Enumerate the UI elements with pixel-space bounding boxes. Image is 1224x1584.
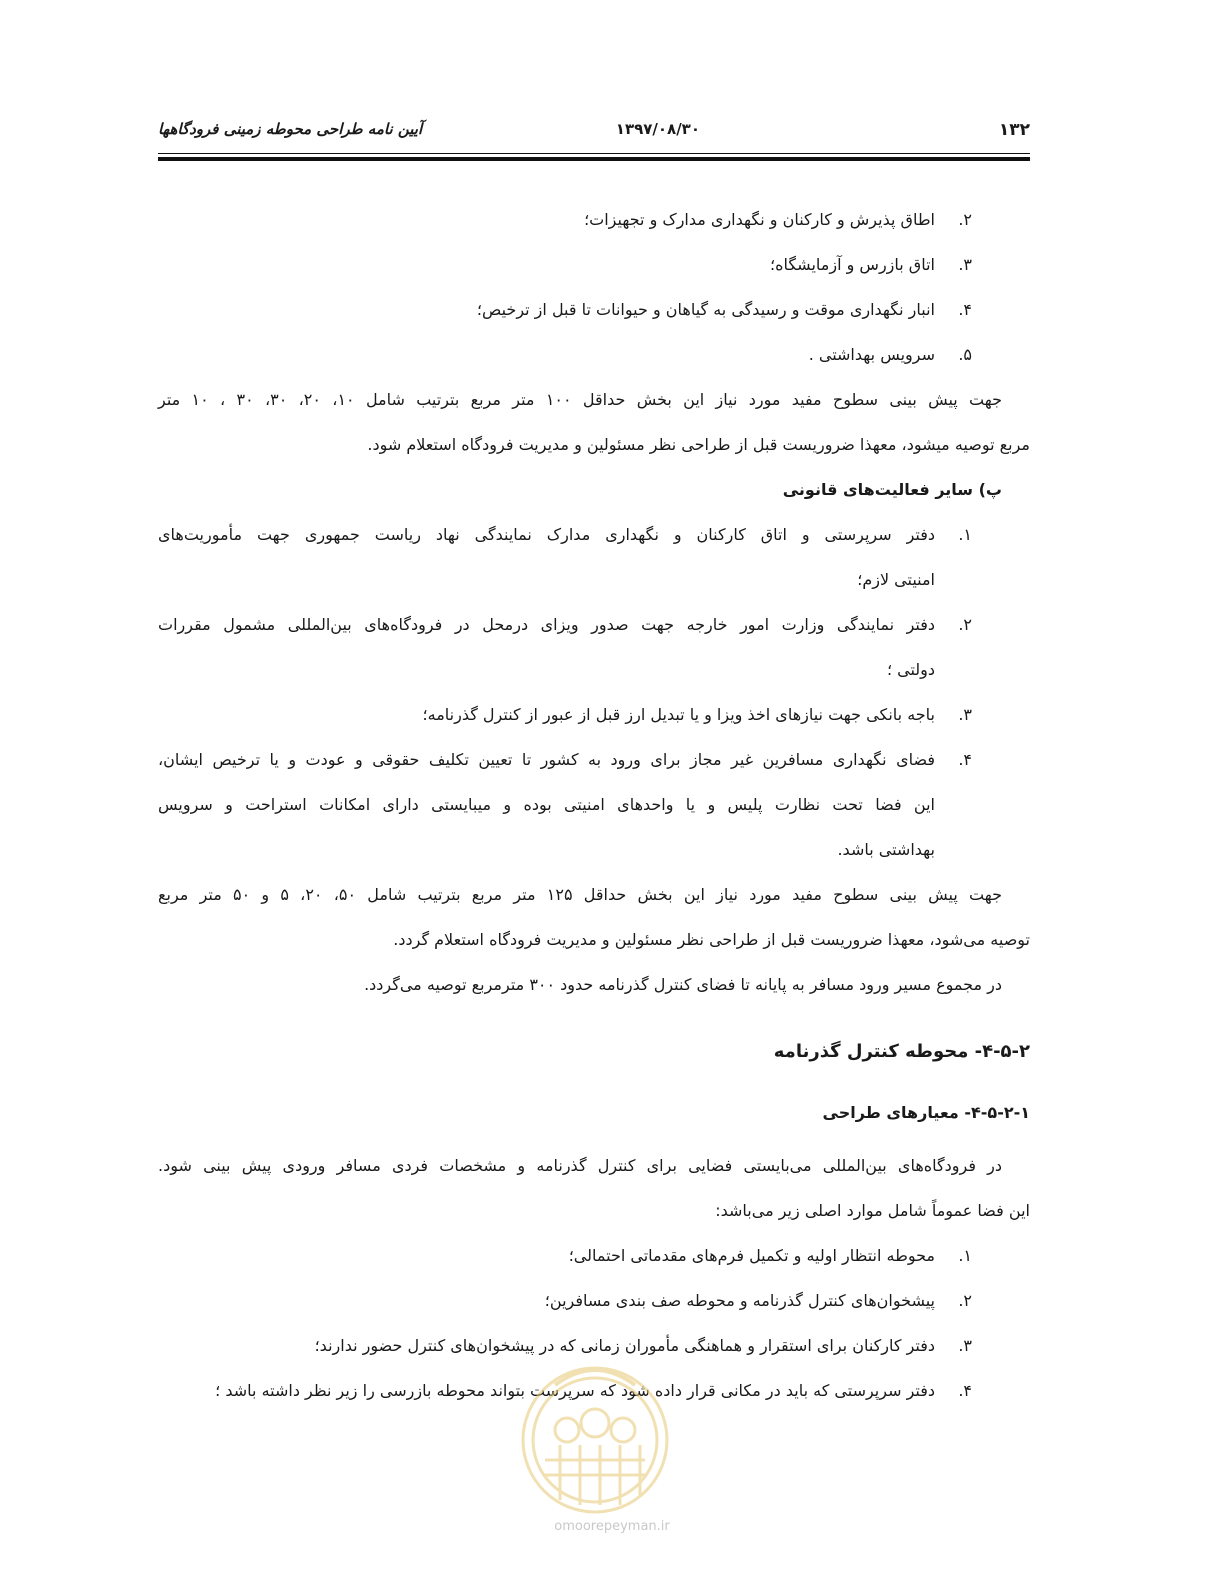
list-text: باجه بانکی جهت نیازهای اخذ ویزا و یا تبدیل ارز قبل از عبور از کنترل گذرنامه؛ [422,705,935,724]
list-item [158,692,1030,737]
list-text: امنیتی لازم؛ [857,570,935,589]
paragraph-line: توصیه می‌شود، معهذا ضروریست قبل از طراحی نظر مسئولین و مدیریت فرودگاه استعلام گردد. [393,930,1030,949]
list-number: ۴. [958,1381,972,1400]
list-text: دفتر سرپرستی و اتاق کارکنان و نگهداری مدارک نمایندگی نهاد ریاست جمهوری جهت مأموریت‌های [158,525,935,544]
list-number: ۳. [958,705,972,724]
paragraph-line: این فضا عموماً شامل موارد اصلی زیر می‌باشد: [715,1201,1030,1220]
paragraph-line: جهت پیش بینی سطوح مفید مورد نیاز این بخش حداقل ۱۲۵ متر مربع بترتیب شامل ۵۰، ۲۰، ۵ و ۵۰ متر مربع [158,885,1003,904]
list-item [158,197,1030,242]
list-text: دفتر کارکنان برای استقرار و هماهنگی مأموران زمانی که در پیشخوان‌های کنترل حضور ندارند؛ [314,1336,935,1355]
paragraph-line: در فرودگاه‌های بین‌المللی می‌بایستی فضایی برای کنترل گذرنامه و مشخصات فردی مسافر ورودی پیش بینی شود. [158,1156,1002,1175]
list-text: اتاق بازرس و آزمایشگاه؛ [769,255,935,274]
section-heading-2: ۴-۵-۲- محوطه کنترل گذرنامه [773,1041,1030,1062]
page-number: ۱۳۲ [998,120,1030,140]
page-header [158,120,1030,152]
list-text: اطاق پذیرش و کارکنان و نگهداری مدارک و تجهیزات؛ [584,210,935,229]
document-body [158,197,1030,1413]
list-text: سرویس بهداشتی . [808,345,935,364]
list-text: بهداشتی باشد. [837,840,935,859]
list-text: فضای نگهداری مسافرین غیر مجاز برای ورود به کشور تا تعیین تکلیف حقوقی و عودت و یا ترخیص ایشان، [158,750,935,769]
list-number: ۱. [958,525,972,544]
list-text: دفتر سرپرستی که باید در مکانی قرار داده شود که سرپرست بتواند محوطه بازرسی را زیر نظر داشته باشد ؛ [215,1381,935,1400]
list-text: این فضا تحت نظارت پلیس و یا واحدهای امنیتی بوده و میبایستی دارای امکانات استراحت و سرویس [158,795,935,814]
list-text: دفتر نمایندگی وزارت امور خارجه جهت صدور ویزای درمحل در فرودگاه‌های بین‌المللی مشمول مقررات [158,615,935,634]
section-heading-3: ۴-۵-۲-۱- معیارهای طراحی [822,1103,1030,1122]
list-number: ۳. [958,1336,972,1355]
paragraph-line: جهت پیش بینی سطوح مفید مورد نیاز این بخش حداقل ۱۰۰ متر مربع بترتیب شامل ۱۰، ۲۰، ۳۰، ۳۰ ، ۱۰ متر [158,390,1003,409]
list-item [158,737,1030,872]
paragraph-line: مربع توصیه میشود، معهذا ضروریست قبل از طراحی نظر مسئولین و مدیریت فرودگاه استعلام شود. [367,435,1030,454]
list-number: ۳. [958,255,972,274]
list-number: ۴. [958,300,972,319]
header-date: ۱۳۹۷/۰۸/۳۰ [615,120,700,138]
list-number: ۲. [958,1291,972,1310]
watermark-logo-icon [505,1345,685,1525]
header-title: آیین نامه طراحی محوطه زمینی فرودگاهها [158,120,423,138]
list-number: ۴. [958,750,972,769]
paragraph-line: در مجموع مسیر ورود مسافر به پایانه تا فضای کنترل گذرنامه حدود ۳۰۰ مترمربع توصیه می‌گردد. [364,975,1002,994]
section-heading: پ) سایر فعالیت‌های قانونی [782,480,1002,499]
watermark-site: omoorepeyman.ir [554,1519,670,1534]
list-item [158,602,1030,692]
list-text: انبار نگهداری موقت و رسیدگی به گیاهان و حیوانات تا قبل از ترخیص؛ [476,300,935,319]
list-number: ۲. [958,210,972,229]
list-item [158,332,1030,377]
list-number: ۱. [958,1246,972,1265]
list-text: پیشخوان‌های کنترل گذرنامه و محوطه صف بندی مسافرین؛ [544,1291,935,1310]
header-rule-thin [158,153,1030,154]
header-rule-thick [158,157,1030,161]
list-text: دولتی ؛ [886,660,935,679]
list-text: محوطه انتظار اولیه و تکمیل فرم‌های مقدماتی احتمالی؛ [568,1246,935,1265]
list-item [158,242,1030,287]
list-number: ۲. [958,615,972,634]
list-item [158,512,1030,602]
list-item [158,287,1030,332]
list-number: ۵. [958,345,972,364]
list-item [158,1233,1030,1278]
list-item [158,1278,1030,1323]
